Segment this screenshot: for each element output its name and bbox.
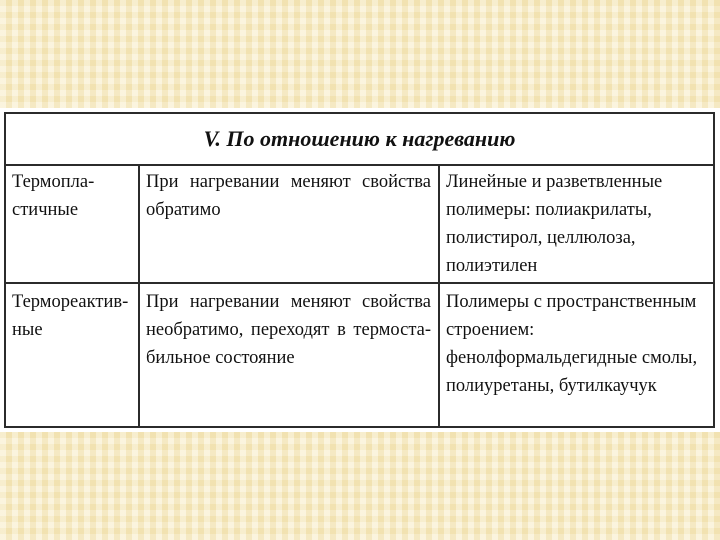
cell-text-line: обратимо <box>146 200 221 220</box>
cell-text-line: При нагревании меняют свойства <box>146 292 431 312</box>
cell-text-line: полиэтилен <box>446 256 538 276</box>
cell-text-line: ные <box>12 320 43 340</box>
cell-text-line: полиуретаны, бутилкаучук <box>446 376 657 396</box>
cell-text-line: Термопла- <box>12 172 95 192</box>
cell-text-line: полистирол, целлюлоза, <box>446 228 636 248</box>
cell-text-line: необратимо, переходят в термоста- <box>146 320 431 340</box>
cell-text-line: Линейные и разветвленные <box>446 172 663 192</box>
cell-text-line: строением: <box>446 320 535 340</box>
table-row-2-type <box>6 284 138 426</box>
cell-text-line: стичные <box>12 200 79 220</box>
table-row-1-type <box>6 164 138 282</box>
cell-text-line: Термореактив- <box>12 292 129 312</box>
cell-text-line: При нагревании меняют свойства <box>146 172 431 192</box>
table-row-2-property <box>140 284 438 426</box>
table-title-row <box>6 114 713 166</box>
slide-content-panel <box>0 108 720 432</box>
cell-text-line: полимеры: полиакрилаты, <box>446 200 652 220</box>
table-row-1-examples <box>440 164 713 282</box>
classification-table <box>4 112 715 428</box>
cell-text-line: Полимеры с пространственным <box>446 292 697 312</box>
table-row-1-property <box>140 164 438 282</box>
table-title: V. По отношению к нагреванию <box>203 126 516 151</box>
cell-text-line: фенолформальдегидные смолы, <box>446 348 698 368</box>
table-row-2-examples <box>440 284 713 426</box>
cell-text-line: бильное состояние <box>146 348 295 368</box>
